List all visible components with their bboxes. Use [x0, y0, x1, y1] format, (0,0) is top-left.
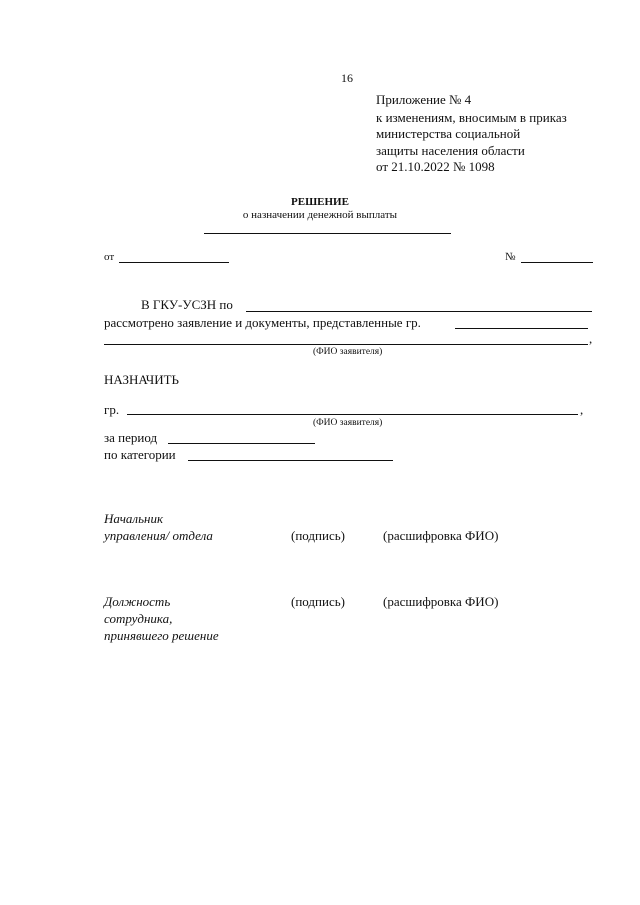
- appendix-line-4: защиты населения области: [376, 143, 525, 158]
- date-label: от: [104, 251, 115, 263]
- gr-field[interactable]: [127, 414, 578, 415]
- gr-comma: ,: [580, 402, 584, 417]
- gku-field[interactable]: [246, 311, 592, 312]
- appendix-line-2: к изменениям, вносимым в приказ: [376, 110, 567, 125]
- applicant-caption: (ФИО заявителя): [313, 347, 383, 357]
- category-label: по категории: [104, 447, 176, 462]
- period-label: за период: [104, 430, 158, 445]
- applicant-continuation-field[interactable]: [104, 344, 588, 345]
- period-field[interactable]: [168, 443, 315, 444]
- signature-2-title-line-3: принявшего решение: [104, 628, 219, 643]
- gr-caption: (ФИО заявителя): [313, 418, 383, 428]
- gr-label: гр.: [104, 402, 120, 417]
- appendix-line-1: Приложение № 4: [376, 92, 472, 107]
- signature-2-title-line-2: сотрудника,: [104, 611, 173, 626]
- signature-1-title-line-2: управления/ отдела: [104, 528, 213, 543]
- category-field[interactable]: [188, 460, 393, 461]
- signature-1-decoding: (расшифровка ФИО): [383, 528, 499, 543]
- applicant-comma: ,: [589, 331, 593, 346]
- appendix-line-5: от 21.10.2022 № 1098: [376, 159, 495, 174]
- gku-label: В ГКУ-УСЗН по: [141, 297, 233, 312]
- number-label: №: [505, 251, 516, 263]
- appendix-line-3: министерства социальной: [376, 126, 521, 141]
- number-field[interactable]: [521, 262, 593, 263]
- signature-1-title-line-1: Начальник: [104, 511, 164, 526]
- assign-heading: НАЗНАЧИТЬ: [104, 372, 180, 387]
- reviewed-text: рассмотрено заявление и документы, представленные гр.: [104, 315, 421, 330]
- date-field[interactable]: [119, 262, 229, 263]
- subtitle-underline: [204, 233, 451, 234]
- document-title: РЕШЕНИЕ: [291, 196, 349, 208]
- page-number: 16: [341, 71, 353, 85]
- signature-2-decoding: (расшифровка ФИО): [383, 594, 499, 609]
- signature-1-sign: (подпись): [291, 528, 345, 543]
- signature-2-title-line-1: Должность: [104, 594, 171, 609]
- applicant-field[interactable]: [455, 328, 588, 329]
- document-subtitle: о назначении денежной выплаты: [242, 209, 398, 221]
- signature-2-sign: (подпись): [291, 594, 345, 609]
